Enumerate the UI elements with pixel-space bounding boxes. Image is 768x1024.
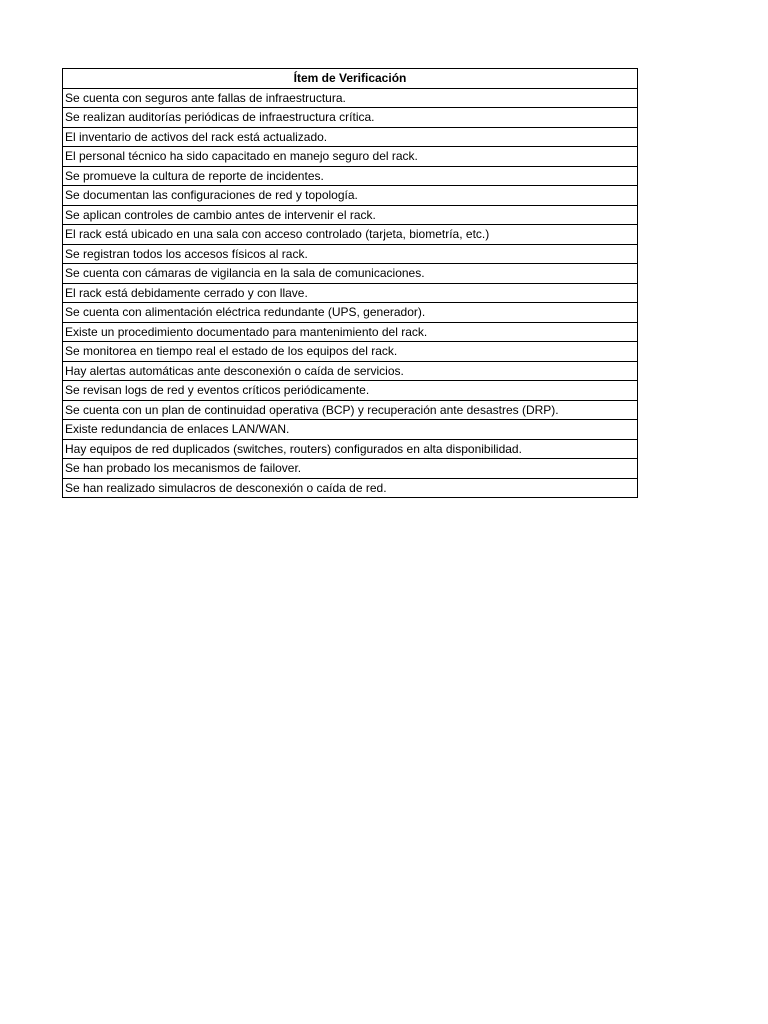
table-row <box>63 322 638 342</box>
table-cell: Se cuenta con seguros ante fallas de infraestructura. <box>63 88 638 108</box>
table-cell: Se documentan las configuraciones de red y topología. <box>63 186 638 206</box>
table-cell: Se cuenta con cámaras de vigilancia en la sala de comunicaciones. <box>63 264 638 284</box>
table-body <box>63 88 638 498</box>
table-cell: El rack está debidamente cerrado y con llave. <box>63 283 638 303</box>
table-cell: Se monitorea en tiempo real el estado de los equipos del rack. <box>63 342 638 362</box>
table-cell: Existe redundancia de enlaces LAN/WAN. <box>63 420 638 440</box>
table-row <box>63 303 638 323</box>
table-row <box>63 478 638 498</box>
table-row <box>63 244 638 264</box>
table-row <box>63 147 638 167</box>
table-row <box>63 127 638 147</box>
verification-table <box>62 68 638 498</box>
table-cell: Se realizan auditorías periódicas de infraestructura crítica. <box>63 108 638 128</box>
table-cell: Se registran todos los accesos físicos al rack. <box>63 244 638 264</box>
table-row <box>63 381 638 401</box>
table-row <box>63 361 638 381</box>
table-cell: Hay equipos de red duplicados (switches, routers) configurados en alta disponibilidad. <box>63 439 638 459</box>
table-row <box>63 400 638 420</box>
table-cell: Se revisan logs de red y eventos críticos periódicamente. <box>63 381 638 401</box>
table-row <box>63 166 638 186</box>
table-cell: Se promueve la cultura de reporte de incidentes. <box>63 166 638 186</box>
table-row <box>63 283 638 303</box>
table-cell: Hay alertas automáticas ante desconexión o caída de servicios. <box>63 361 638 381</box>
table-cell: Se cuenta con alimentación eléctrica redundante (UPS, generador). <box>63 303 638 323</box>
table-row <box>63 88 638 108</box>
table-row <box>63 205 638 225</box>
table-row <box>63 459 638 479</box>
table-row <box>63 264 638 284</box>
column-header-item: Ítem de Verificación <box>63 69 638 89</box>
table-row <box>63 225 638 245</box>
table-cell: El personal técnico ha sido capacitado en manejo seguro del rack. <box>63 147 638 167</box>
table-row <box>63 342 638 362</box>
table-row <box>63 186 638 206</box>
table-cell: Existe un procedimiento documentado para mantenimiento del rack. <box>63 322 638 342</box>
table-header-row <box>63 69 638 89</box>
table-cell: Se aplican controles de cambio antes de intervenir el rack. <box>63 205 638 225</box>
table-row <box>63 108 638 128</box>
table-cell: Se han realizado simulacros de desconexión o caída de red. <box>63 478 638 498</box>
table-row <box>63 439 638 459</box>
table-cell: Se han probado los mecanismos de failover. <box>63 459 638 479</box>
table-row <box>63 420 638 440</box>
table-cell: El rack está ubicado en una sala con acceso controlado (tarjeta, biometría, etc.) <box>63 225 638 245</box>
table-cell: El inventario de activos del rack está actualizado. <box>63 127 638 147</box>
checklist-sheet <box>62 68 638 498</box>
table-cell: Se cuenta con un plan de continuidad operativa (BCP) y recuperación ante desastres (DRP). <box>63 400 638 420</box>
